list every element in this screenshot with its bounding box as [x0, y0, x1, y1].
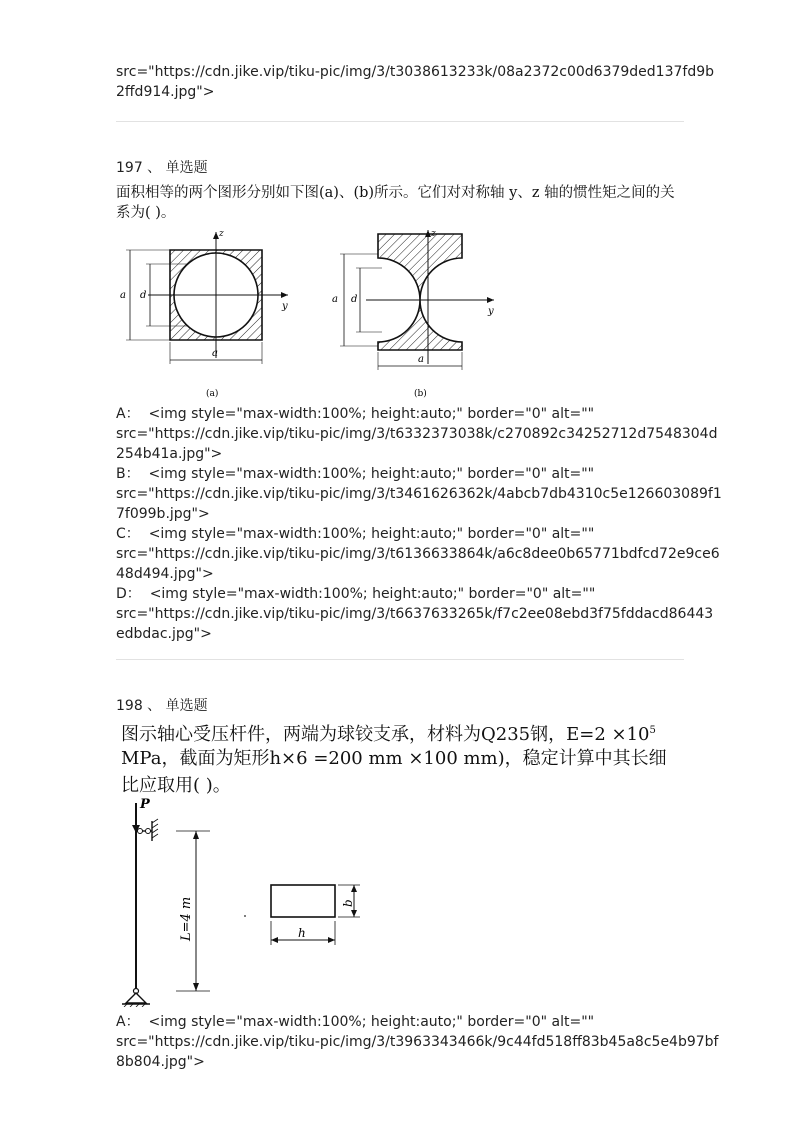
figure-b-dim-a-vertical: a: [332, 294, 338, 305]
length-label: L=4 m: [179, 896, 194, 941]
question-197-stem-line1: 面积相等的两个图形分别如下图(a)、(b)所示。它们对对称轴 y、z 轴的惯性矩之间的关: [116, 185, 675, 201]
question-197-figure: [116, 224, 512, 404]
figure-b-z-label: z: [431, 229, 436, 239]
figure-b-dim-d: d: [351, 294, 358, 305]
option-a-line1[interactable]: A： <img style="max-width:100%; height:auto;" border="0" alt="": [116, 406, 595, 422]
section-dim-b-label: b: [341, 899, 355, 907]
prev-option-src-line: src="https://cdn.jike.vip/tiku-pic/img/3/t3038613233k/08a2372c00d6379ded137fd9b: [116, 64, 715, 80]
figure-a-dim-d: d: [140, 290, 147, 301]
option-a-line3: 8b804.jpg">: [116, 1054, 205, 1070]
option-a-line2: src="https://cdn.jike.vip/tiku-pic/img/3/t6332373038k/c270892c34252712d7548304d: [116, 426, 718, 442]
section-dim-h-label: h: [298, 926, 306, 940]
question-198-stem-line3: 比应取用( )。: [121, 775, 231, 796]
figure-b-section: [378, 234, 462, 350]
prev-option-src-line-end: 2ffd914.jpg">: [116, 84, 215, 100]
question-198-stem-line1: 图示轴心受压杆件，两端为球铰支承，材料为Q235钢，$E=2 \times 10^5$: [121, 724, 656, 745]
question-197-stem-line2: 系为( )。: [116, 205, 176, 221]
figure-a-dim-a-vertical: a: [120, 290, 126, 301]
load-label: P: [140, 797, 150, 812]
figure-b-y-label: y: [488, 306, 494, 317]
option-b-line3: 7f099b.jpg">: [116, 506, 210, 522]
question-198-stem-line2: MPa，截面为矩形h×6 =200 mm ×100 mm)，稳定计算中其长细: [121, 748, 667, 769]
figure-a-y-label: y: [282, 301, 288, 312]
figure-b-label: (b): [414, 389, 427, 399]
option-d-line2: src="https://cdn.jike.vip/tiku-pic/img/3/t6637633265k/f7c2ee08ebd3f75fddacd86443: [116, 606, 714, 622]
figure-b-dim-a-horizontal: a: [418, 354, 424, 365]
question-divider: [116, 659, 684, 660]
option-b-line1[interactable]: B： <img style="max-width:100%; height:auto;" border="0" alt="": [116, 466, 595, 482]
figure-a-dim-a-horizontal: a: [212, 348, 218, 359]
option-a-line3: 254b41a.jpg">: [116, 446, 223, 462]
option-c-line3: 48d494.jpg">: [116, 566, 214, 582]
option-d-line1[interactable]: D： <img style="max-width:100%; height:auto;" border="0" alt="": [116, 586, 596, 602]
question-197-header: 197 、 单选题: [116, 160, 208, 176]
question-198-figure: [116, 795, 366, 1007]
option-c-line1[interactable]: C： <img style="max-width:100%; height:auto;" border="0" alt="": [116, 526, 595, 542]
question-198-header: 198 、 单选题: [116, 698, 208, 714]
option-b-line2: src="https://cdn.jike.vip/tiku-pic/img/3/t3461626362k/4abcb7db4310c5e126603089f1: [116, 486, 722, 502]
top-support: [136, 819, 158, 841]
rectangular-cross-section: [271, 885, 335, 917]
question-divider: [116, 121, 684, 122]
option-a-line1[interactable]: A： <img style="max-width:100%; height:auto;" border="0" alt="": [116, 1014, 595, 1030]
option-a-line2: src="https://cdn.jike.vip/tiku-pic/img/3/t3963343466k/9c44fd518ff83b45a8c5e4b97bf: [116, 1034, 719, 1050]
option-c-line2: src="https://cdn.jike.vip/tiku-pic/img/3/t6136633864k/a6c8dee0b65771bdfcd72e9ce6: [116, 546, 720, 562]
figure-a-label: (a): [206, 389, 219, 399]
figure-a-z-label: z: [219, 229, 224, 239]
option-d-line3: edbdac.jpg">: [116, 626, 212, 642]
bottom-pin-support: [122, 989, 150, 1008]
